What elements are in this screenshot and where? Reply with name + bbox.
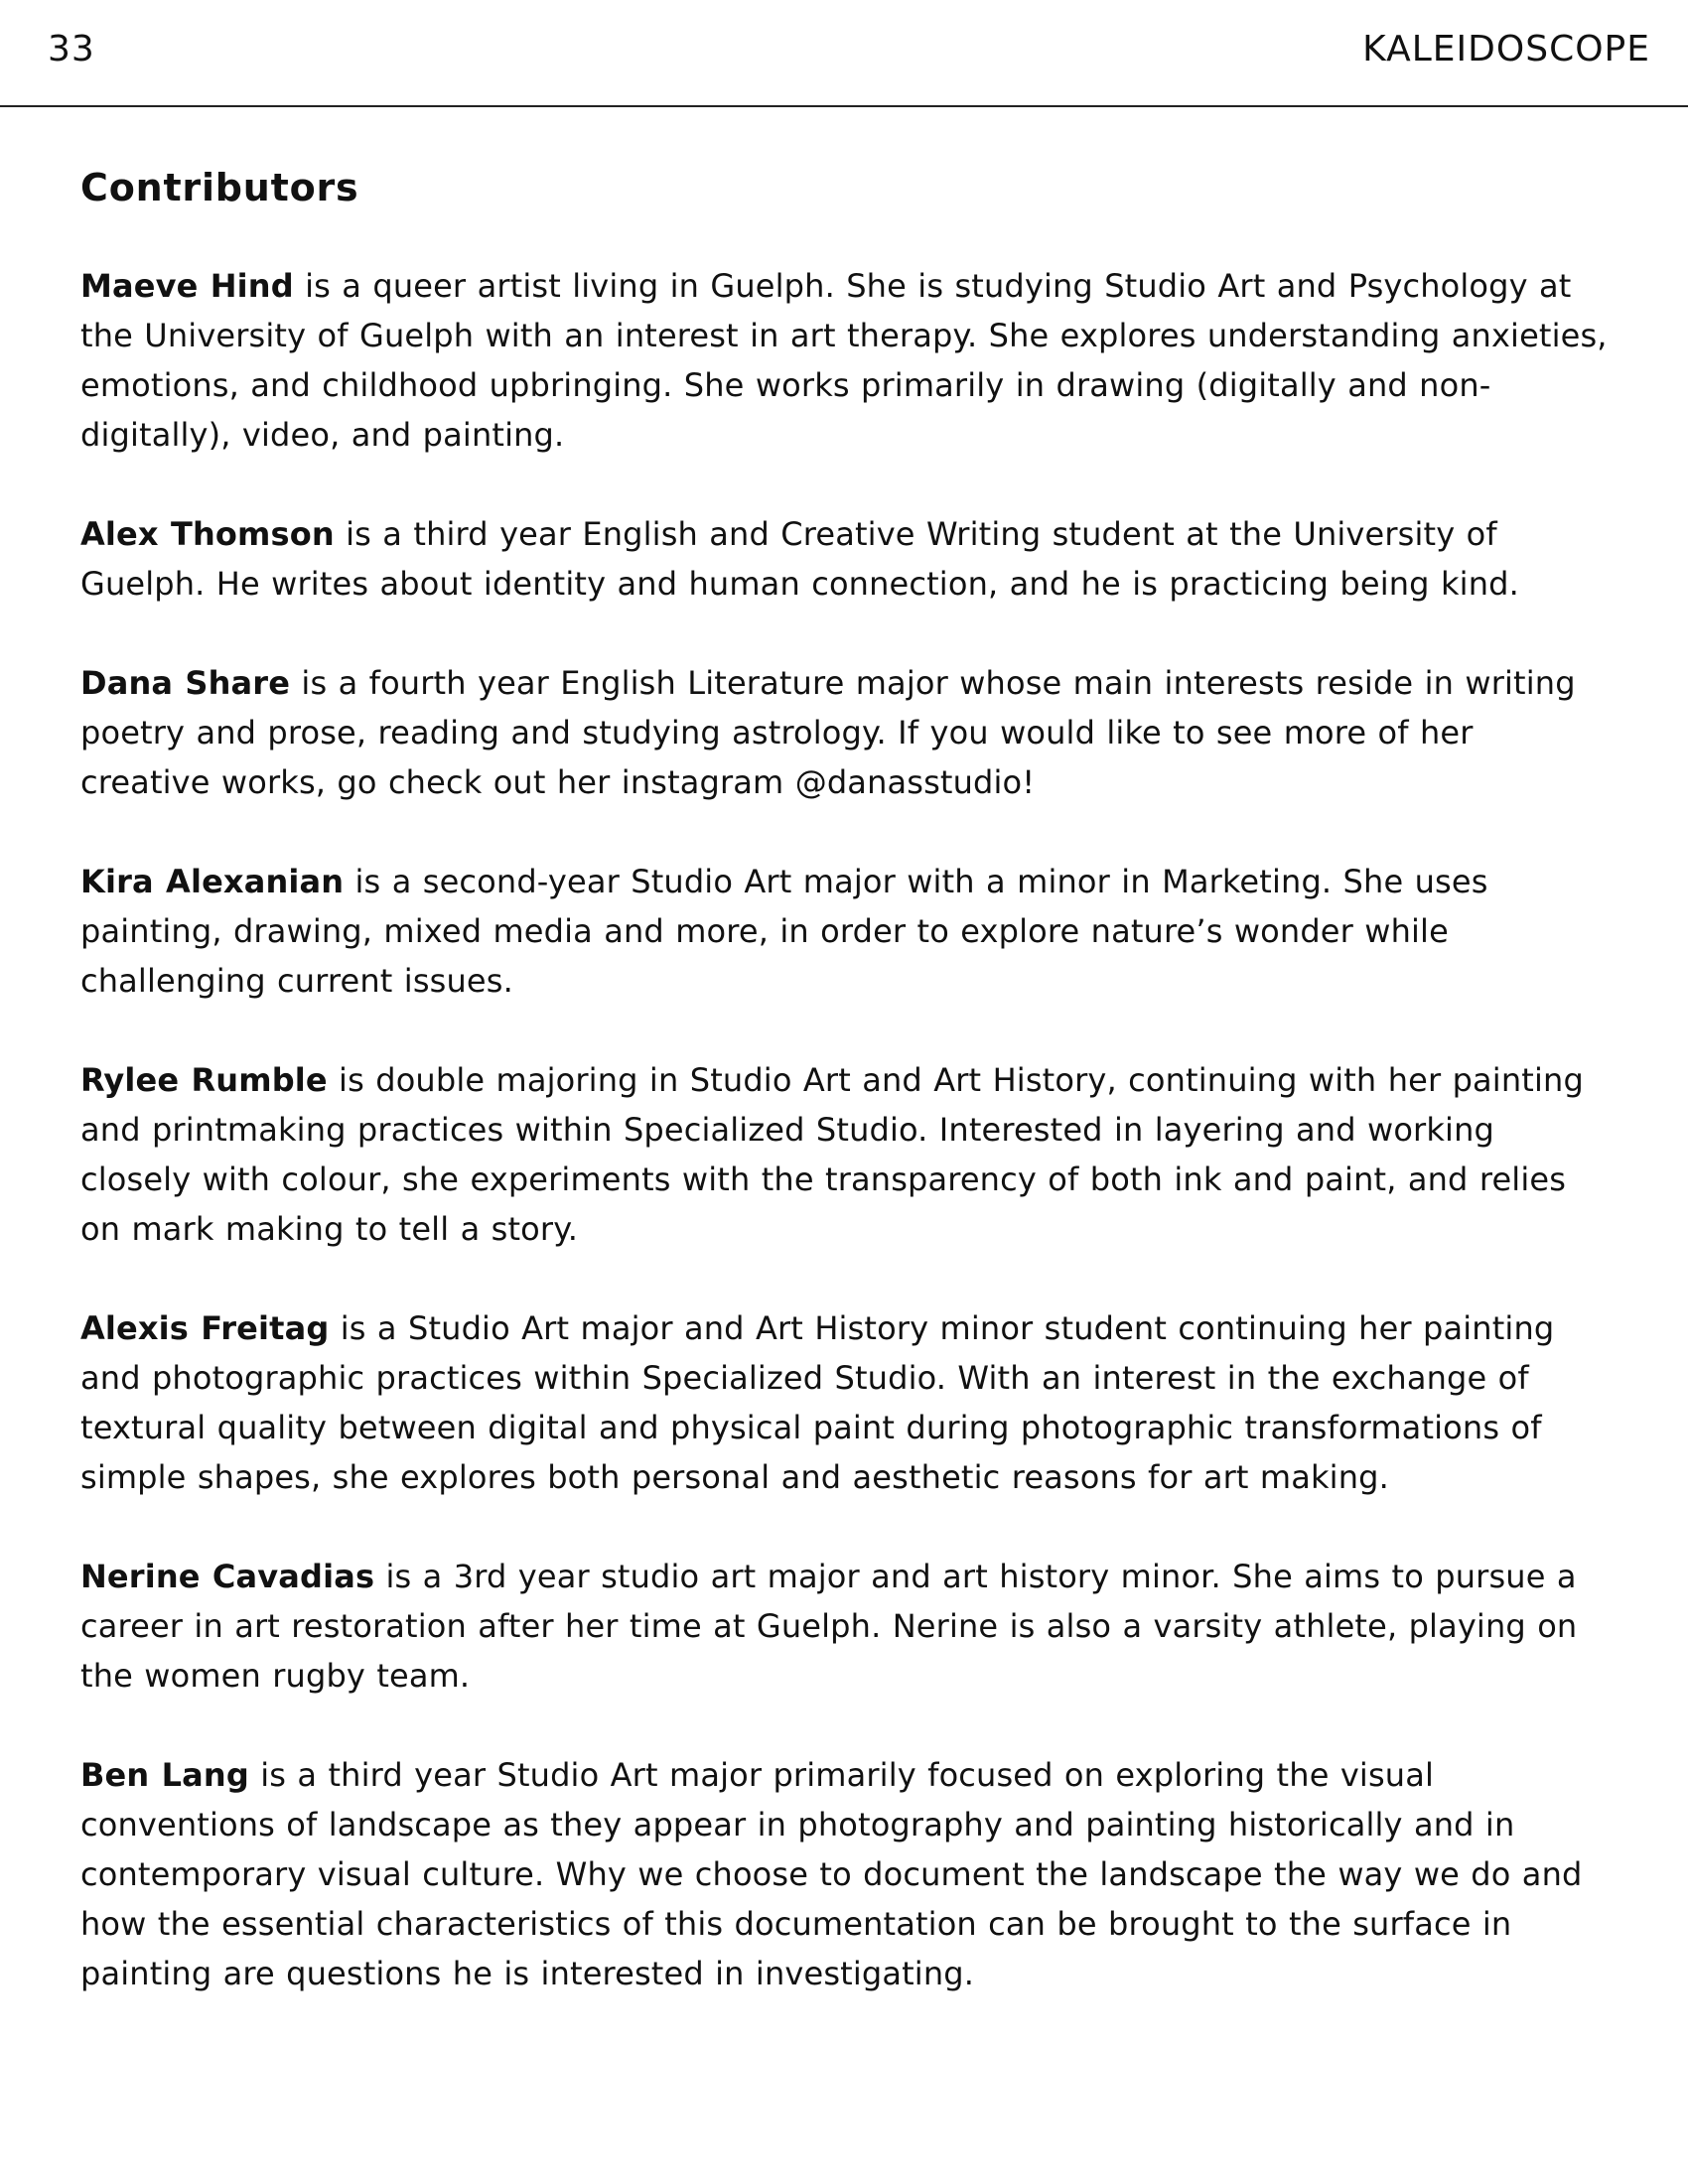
contributor-bio <box>80 1055 1610 1254</box>
contributor-name: Maeve Hind <box>80 267 294 305</box>
contributor-description: is a third year Studio Art major primarily focused on exploring the visual conventions of landscape as they appear in photography and painting historically and in contemporary visual culture. Why we choose to document the landscape the way we do and how the essential characteristics of this documentation can be brought to the surface in painting are questions he is interested in investigating. <box>80 1756 1583 1992</box>
contributors-section <box>80 164 1610 2048</box>
contributor-name: Nerine Cavadias <box>80 1558 375 1595</box>
contributor-name: Dana Share <box>80 664 291 702</box>
contributor-bio <box>80 1552 1610 1701</box>
page-header <box>0 0 1688 107</box>
contributor-description: is a fourth year English Literature major whose main interests reside in writing poetry and prose, reading and studying astrology. If you would like to see more of her creative works, go check out her instagram @danasstudio! <box>80 664 1576 801</box>
contributor-bio <box>80 509 1610 609</box>
contributor-description: is a queer artist living in Guelph. She is studying Studio Art and Psychology at the University of Guelph with an interest in art therapy. She explores understanding anxieties, emotions, and childhood upbringing. She works primarily in drawing (digitally and non-digitally), video, and painting. <box>80 267 1608 454</box>
contributor-bio <box>80 261 1610 460</box>
page-number: 33 <box>48 29 95 69</box>
contributor-bio <box>80 857 1610 1006</box>
contributor-description: is a Studio Art major and Art History minor student continuing her painting and photographic practices within Specialized Studio. With an interest in the exchange of textural quality between digital and physical paint during photographic transformations of simple shapes, she explores both personal and aesthetic reasons for art making. <box>80 1309 1555 1496</box>
contributor-description: is a 3rd year studio art major and art history minor. She aims to pursue a career in art restoration after her time at Guelph. Nerine is also a varsity athlete, playing on the women rugby team. <box>80 1558 1578 1695</box>
contributor-name: Ben Lang <box>80 1756 249 1794</box>
contributor-bio <box>80 1750 1610 1998</box>
contributor-name: Rylee Rumble <box>80 1061 328 1099</box>
contributor-bio <box>80 1303 1610 1502</box>
section-title: Contributors <box>80 166 359 209</box>
publication-title: KALEIDOSCOPE <box>1362 29 1650 69</box>
contributor-description: is a third year English and Creative Writing student at the University of Guelph. He writes about identity and human connection, and he is practicing being kind. <box>80 515 1519 603</box>
contributor-name: Kira Alexanian <box>80 863 345 900</box>
contributor-description: is a second-year Studio Art major with a minor in Marketing. She uses painting, drawing, mixed media and more, in order to explore nature’s wonder while challenging current issues. <box>80 863 1488 1000</box>
contributor-name: Alexis Freitag <box>80 1309 330 1347</box>
contributor-bio <box>80 658 1610 807</box>
contributor-description: is double majoring in Studio Art and Art History, continuing with her painting and printmaking practices within Specialized Studio. Interested in layering and working closely with colour, she experiments with the transparency of both ink and paint, and relies on mark making to tell a story. <box>80 1061 1584 1248</box>
contributor-name: Alex Thomson <box>80 515 335 553</box>
